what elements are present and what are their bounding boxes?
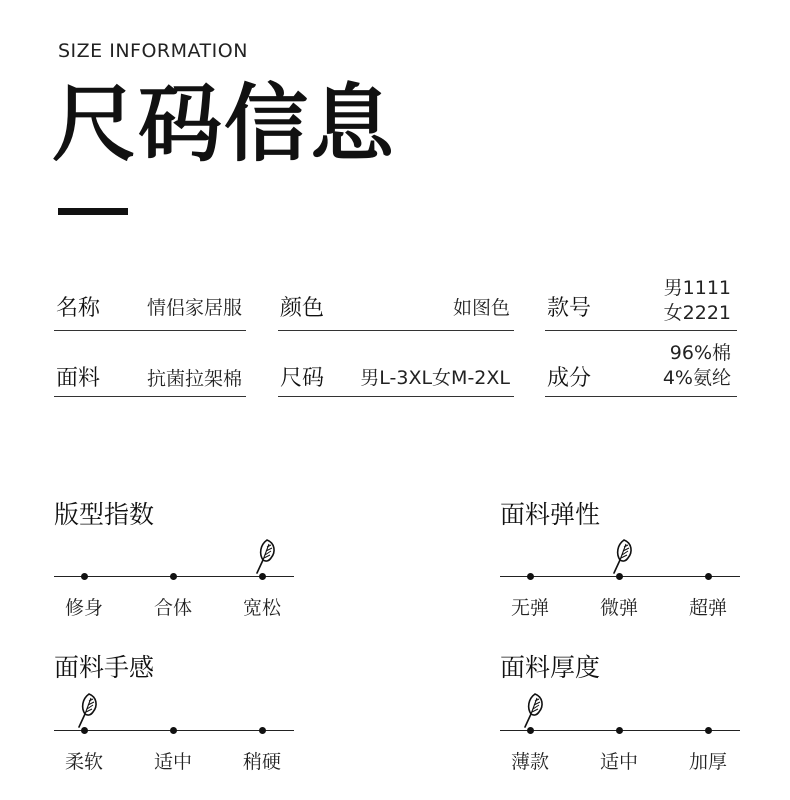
- scale-dot: [81, 727, 88, 734]
- info-cell-name: [54, 280, 246, 331]
- scale-dot: [259, 573, 266, 580]
- fit-index-title: 版型指数: [54, 500, 155, 529]
- scale-dot: [705, 727, 712, 734]
- info-cell-style-no: [545, 277, 737, 331]
- scale-option-label: 薄款: [510, 751, 549, 773]
- info-label: 款号: [547, 296, 592, 321]
- info-value: [664, 276, 731, 326]
- info-value: 抗菌拉架棉: [146, 368, 242, 390]
- title-underline: [58, 208, 128, 215]
- scale-option-label: 修身: [64, 597, 103, 619]
- scale-option-label: 加厚: [688, 751, 727, 773]
- feather-icon: [522, 692, 546, 728]
- info-value-line: 男1111: [663, 277, 731, 299]
- scale-dot: [527, 727, 534, 734]
- scale-option-label: 适中: [153, 751, 192, 773]
- scale-dot: [259, 727, 266, 734]
- fabric-thickness-title: 面料厚度: [500, 653, 601, 682]
- scale-option-label: 无弹: [510, 597, 549, 619]
- info-label: 名称: [56, 296, 101, 321]
- info-value-line: 4%氨纶: [662, 367, 731, 389]
- info-cell-size: [278, 346, 514, 397]
- scale-dot: [81, 573, 88, 580]
- scale-option-label: 柔软: [64, 751, 103, 773]
- info-value: 如图色: [452, 297, 510, 319]
- info-label: 颜色: [280, 296, 325, 321]
- info-value: 男L-3XL女M-2XL: [360, 367, 510, 389]
- info-label: 成分: [547, 366, 592, 391]
- info-value: 情侣家居服: [146, 297, 242, 319]
- info-value: [663, 341, 731, 391]
- feather-icon: [611, 538, 635, 574]
- feather-icon: [254, 538, 278, 574]
- section-eyebrow: SIZE INFORMATION: [58, 40, 248, 62]
- scale-dot: [705, 573, 712, 580]
- fabric-elasticity-title: 面料弹性: [500, 500, 601, 529]
- scale-option-label: 稍硬: [242, 751, 281, 773]
- info-cell-fabric: [54, 346, 246, 397]
- scale-option-label: 宽松: [242, 597, 281, 619]
- scale-dot: [170, 573, 177, 580]
- scale-option-label: 超弹: [688, 597, 727, 619]
- info-value-line: 96%棉: [669, 342, 731, 364]
- info-value-line: 女2221: [663, 302, 731, 324]
- info-cell-color: [278, 280, 514, 331]
- scale-dot: [170, 727, 177, 734]
- info-label: 面料: [56, 366, 101, 391]
- scale-dot: [527, 573, 534, 580]
- scale-dot: [616, 727, 623, 734]
- info-cell-composition: [545, 342, 737, 397]
- scale-option-label: 适中: [599, 751, 638, 773]
- scale-option-label: 微弹: [599, 597, 638, 619]
- scale-dot: [616, 573, 623, 580]
- scale-option-label: 合体: [153, 597, 192, 619]
- feather-icon: [76, 692, 100, 728]
- info-label: 尺码: [280, 366, 325, 391]
- fabric-hand-feel-title: 面料手感: [54, 653, 155, 682]
- page-title: 尺码信息: [52, 75, 397, 173]
